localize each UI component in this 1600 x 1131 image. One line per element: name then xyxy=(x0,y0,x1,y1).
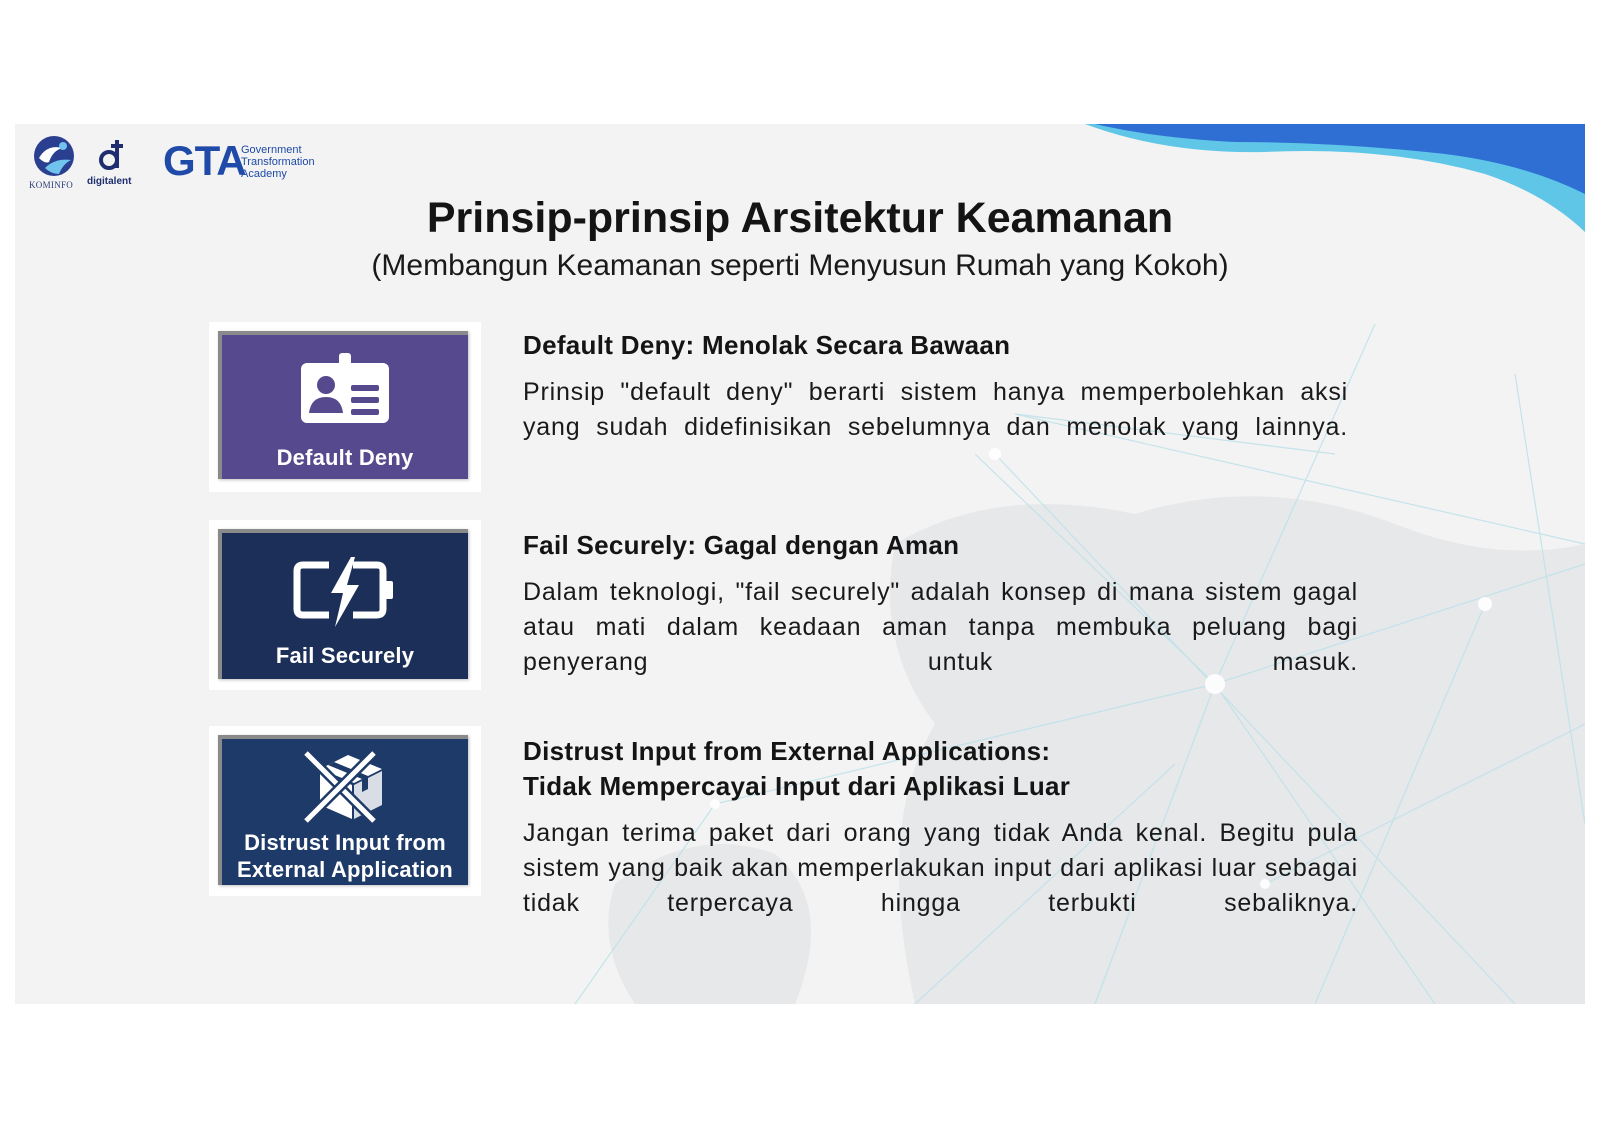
distrust-input-heading: Distrust Input from External Applications: Tidak Mempercayai Input dari Aplikasi Luar xyxy=(523,736,1071,801)
slide xyxy=(15,124,1585,1004)
distrust-input-card-label: Distrust Input from External Application xyxy=(237,830,453,882)
distrust-input-card-frame xyxy=(209,726,481,896)
distrust-input-card xyxy=(218,735,468,885)
page-subtitle: (Membangun Keamanan seperti Menyusun Rumah yang Kokoh) xyxy=(371,249,1229,282)
default-deny-description: Prinsip "default deny" berarti sistem hanya memperbolehkan aksi yang sudah didefinisikan sebelumnya dan menolak yang lainnya. xyxy=(523,378,1348,441)
default-deny-card-frame xyxy=(209,322,481,492)
id-card-icon xyxy=(299,353,391,425)
fail-securely-card-label: Fail Securely xyxy=(275,643,415,668)
crossed-package-icon xyxy=(300,749,390,825)
gta-logo: GTA xyxy=(163,137,246,184)
fail-securely-card-frame xyxy=(209,520,481,690)
gta-logo-subtitle: Government Transformation Academy xyxy=(241,144,315,180)
digitalent-logo xyxy=(87,136,139,188)
default-deny-heading: Default Deny: Menolak Secara Bawaan xyxy=(523,330,1011,360)
logo-bar xyxy=(29,134,329,190)
fail-securely-description: Dalam teknologi, "fail securely" adalah konsep di mana sistem gagal atau mati dalam keadaan aman tanpa membuka peluang bagi penyerang untuk masuk. xyxy=(523,578,1358,676)
default-deny-card-label: Default Deny xyxy=(276,445,414,470)
battery-bolt-icon xyxy=(293,557,397,627)
distrust-input-description: Jangan terima paket dari orang yang tidak Anda kenal. Begitu pula sistem yang baik akan memperlakukan input dari aplikasi luar sebagai tidak terpercaya hingga terbukti sebaliknya. xyxy=(523,819,1358,917)
kominfo-logo-text: KOMINFO xyxy=(29,180,74,190)
fail-securely-card xyxy=(218,529,468,679)
digitalent-logo-text: digitalent xyxy=(87,176,132,187)
fail-securely-heading: Fail Securely: Gagal dengan Aman xyxy=(523,530,960,560)
page-title: Prinsip-prinsip Arsitektur Keamanan xyxy=(426,194,1174,242)
default-deny-card xyxy=(218,331,468,479)
kominfo-logo xyxy=(29,134,79,190)
